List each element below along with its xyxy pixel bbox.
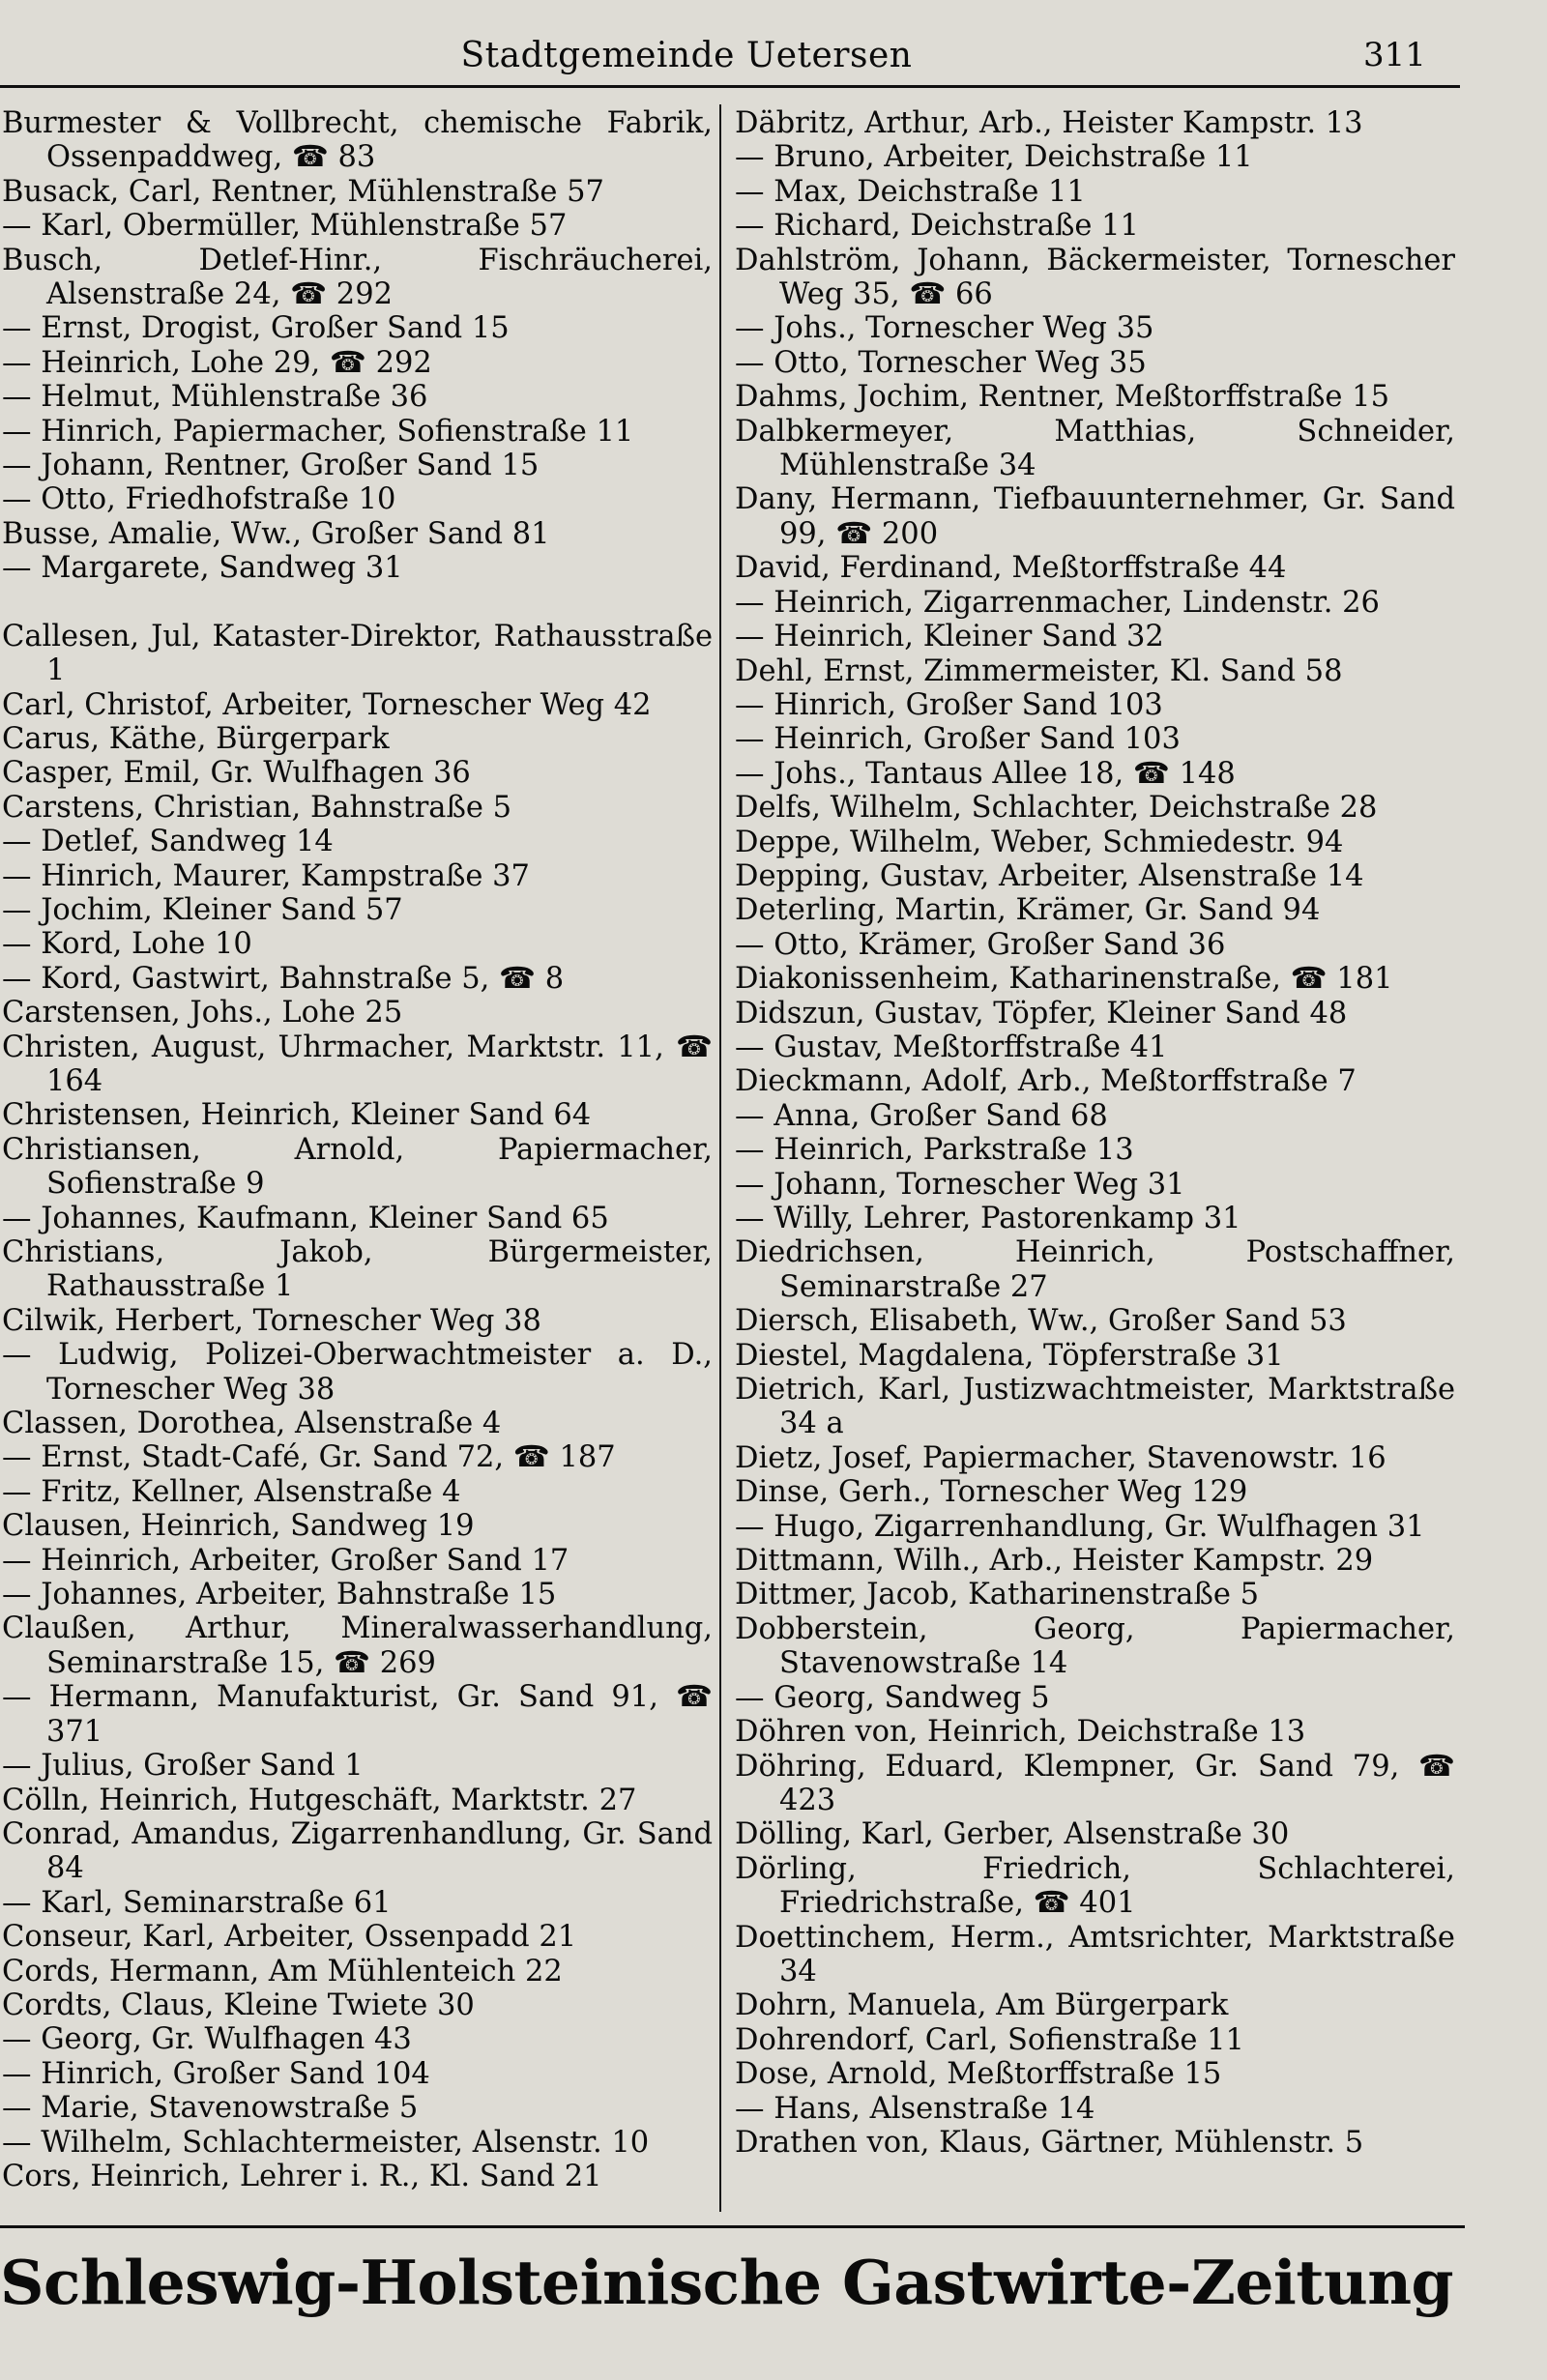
directory-entry: — Otto, Friedhofstraße 10 bbox=[2, 482, 396, 517]
directory-entry: — Johannes, Kaufmann, Kleiner Sand 65 bbox=[2, 1201, 609, 1235]
directory-entry: — Hinrich, Großer Sand 104 bbox=[2, 2056, 430, 2091]
directory-entry: — Johann, Tornescher Weg 31 bbox=[735, 1167, 1185, 1202]
directory-entry: — Julius, Großer Sand 1 bbox=[2, 1749, 364, 1784]
directory-entry: Cordts, Claus, Kleine Twiete 30 bbox=[2, 1988, 475, 2022]
directory-entry: Dalbkermeyer, Matthias, Schneider, Mühlenstraße 34 bbox=[735, 414, 1455, 483]
directory-entry: — Hinrich, Großer Sand 103 bbox=[735, 687, 1163, 722]
page-number: 311 bbox=[1363, 36, 1426, 74]
directory-entry: Dose, Arnold, Meßtorffstraße 15 bbox=[735, 2057, 1222, 2092]
directory-entry: Dobberstein, Georg, Papiermacher, Stavenowstraße 14 bbox=[735, 1611, 1455, 1681]
directory-entry: — Hinrich, Papiermacher, Sofienstraße 11 bbox=[2, 414, 634, 449]
directory-entry: — Detlef, Sandweg 14 bbox=[2, 825, 334, 859]
directory-entry: Christen, August, Uhrmacher, Marktstr. 11, ☎ 164 bbox=[2, 1030, 713, 1098]
directory-entry: Cords, Hermann, Am Mühlenteich 22 bbox=[2, 1954, 563, 1988]
directory-entry: — Heinrich, Großer Sand 103 bbox=[735, 722, 1181, 757]
directory-entry: Dinse, Gerh., Tornescher Weg 129 bbox=[735, 1475, 1248, 1510]
directory-entry: — Marie, Stavenowstraße 5 bbox=[2, 2091, 419, 2126]
directory-entry: — Johs., Tantaus Allee 18, ☎ 148 bbox=[735, 756, 1236, 791]
directory-entry: — Bruno, Arbeiter, Deichstraße 11 bbox=[735, 140, 1253, 175]
directory-entry: — Otto, Krämer, Großer Sand 36 bbox=[735, 927, 1226, 962]
directory-entry: — Ernst, Drogist, Großer Sand 15 bbox=[2, 311, 510, 346]
directory-entry: Diakonissenheim, Katharinenstraße, ☎ 181 bbox=[735, 962, 1393, 997]
directory-entry: Diersch, Elisabeth, Ww., Großer Sand 53 bbox=[735, 1304, 1347, 1339]
directory-entry: Cölln, Heinrich, Hutgeschäft, Marktstr. 27 bbox=[2, 1783, 637, 1817]
directory-entry: Busack, Carl, Rentner, Mühlenstraße 57 bbox=[2, 174, 604, 209]
directory-entry: Carstensen, Johs., Lohe 25 bbox=[2, 996, 403, 1030]
directory-entry: Claußen, Arthur, Mineralwasserhandlung, Seminarstraße 15, ☎ 269 bbox=[2, 1611, 713, 1680]
directory-entry: Depping, Gustav, Arbeiter, Alsenstraße 14 bbox=[735, 858, 1364, 893]
directory-entry: — Hinrich, Maurer, Kampstraße 37 bbox=[2, 858, 530, 893]
directory-entry: — Heinrich, Parkstraße 13 bbox=[735, 1133, 1134, 1168]
directory-entry: Christians, Jakob, Bürgermeister, Rathausstraße 1 bbox=[2, 1235, 713, 1304]
directory-entry: Dietz, Josef, Papiermacher, Stavenowstr. 16 bbox=[735, 1440, 1386, 1475]
directory-entry: Casper, Emil, Gr. Wulfhagen 36 bbox=[2, 756, 471, 791]
directory-entry: Dittmer, Jacob, Katharinenstraße 5 bbox=[735, 1578, 1260, 1612]
directory-entry: Döhren von, Heinrich, Deichstraße 13 bbox=[735, 1715, 1306, 1750]
directory-entry: Deterling, Martin, Krämer, Gr. Sand 94 bbox=[735, 893, 1321, 928]
directory-entry: Dölling, Karl, Gerber, Alsenstraße 30 bbox=[735, 1817, 1290, 1852]
directory-entry: — Fritz, Kellner, Alsenstraße 4 bbox=[2, 1474, 461, 1509]
directory-entry: — Richard, Deichstraße 11 bbox=[735, 209, 1139, 244]
directory-entry: — Helmut, Mühlenstraße 36 bbox=[2, 380, 428, 415]
directory-entry: Burmester & Vollbrecht, chemische Fabrik, Ossenpaddweg, ☎ 83 bbox=[2, 106, 713, 175]
directory-entry: Delfs, Wilhelm, Schlachter, Deichstraße 28 bbox=[735, 791, 1378, 826]
directory-entry: — Johs., Tornescher Weg 35 bbox=[735, 311, 1154, 346]
directory-entry: — Johann, Rentner, Großer Sand 15 bbox=[2, 449, 540, 483]
directory-entry: — Hugo, Zigarrenhandlung, Gr. Wulfhagen 31 bbox=[735, 1509, 1425, 1544]
directory-entry: Cors, Heinrich, Lehrer i. R., Kl. Sand 21 bbox=[2, 2159, 602, 2193]
directory-entry: — Hermann, Manufakturist, Gr. Sand 91, ☎ 371 bbox=[2, 1680, 713, 1749]
directory-entry: — Wilhelm, Schlachtermeister, Alsenstr. 10 bbox=[2, 2125, 650, 2160]
directory-entry: Dehl, Ernst, Zimmermeister, Kl. Sand 58 bbox=[735, 653, 1343, 688]
directory-entry: — Max, Deichstraße 11 bbox=[735, 174, 1086, 209]
directory-entry: — Georg, Sandweg 5 bbox=[735, 1680, 1050, 1715]
directory-entry: Dahlström, Johann, Bäckermeister, Tornescher Weg 35, ☎ 66 bbox=[735, 243, 1455, 312]
directory-entry: Conrad, Amandus, Zigarrenhandlung, Gr. Sand 84 bbox=[2, 1816, 713, 1886]
directory-entry: Didszun, Gustav, Töpfer, Kleiner Sand 48 bbox=[735, 996, 1348, 1030]
directory-entry: — Jochim, Kleiner Sand 57 bbox=[2, 892, 403, 927]
directory-entry: Dohrn, Manuela, Am Bürgerpark bbox=[735, 1988, 1229, 2023]
directory-entry: — Georg, Gr. Wulfhagen 43 bbox=[2, 2022, 412, 2057]
page-header-title: Stadtgemeinde Uetersen bbox=[460, 36, 913, 75]
directory-entry: Christensen, Heinrich, Kleiner Sand 64 bbox=[2, 1098, 592, 1133]
directory-entry: Dahms, Jochim, Rentner, Meßtorffstraße 15 bbox=[735, 380, 1389, 415]
directory-entry: — Willy, Lehrer, Pastorenkamp 31 bbox=[735, 1202, 1241, 1235]
directory-entry: — Gustav, Meßtorffstraße 41 bbox=[735, 1030, 1168, 1064]
directory-entry: — Johannes, Arbeiter, Bahnstraße 15 bbox=[2, 1578, 557, 1612]
directory-entry: — Ludwig, Polizei-Oberwachtmeister a. D., Tornescher Weg 38 bbox=[2, 1338, 713, 1407]
directory-entry: — Hans, Alsenstraße 14 bbox=[735, 2091, 1095, 2126]
directory-entry: Callesen, Jul, Kataster-Direktor, Rathausstraße 1 bbox=[2, 619, 713, 688]
directory-entry: David, Ferdinand, Meßtorffstraße 44 bbox=[735, 551, 1287, 586]
directory-entry: Classen, Dorothea, Alsenstraße 4 bbox=[2, 1407, 502, 1441]
directory-entry: Busch, Detlef-Hinr., Fischräucherei, Alsenstraße 24, ☎ 292 bbox=[2, 243, 713, 312]
directory-entry: Dörling, Friedrich, Schlachterei, Friedrichstraße, ☎ 401 bbox=[735, 1851, 1455, 1921]
directory-entry: Däbritz, Arthur, Arb., Heister Kampstr. 13 bbox=[735, 106, 1363, 140]
directory-entry: — Heinrich, Kleiner Sand 32 bbox=[735, 620, 1164, 654]
directory-entry: Dany, Hermann, Tiefbauunternehmer, Gr. Sand 99, ☎ 200 bbox=[735, 482, 1455, 551]
directory-entry: Dietrich, Karl, Justizwachtmeister, Marktstraße 34 a bbox=[735, 1373, 1455, 1441]
directory-entry: Drathen von, Klaus, Gärtner, Mühlenstr. 5 bbox=[735, 2125, 1364, 2160]
directory-entry: Deppe, Wilhelm, Weber, Schmiedestr. 94 bbox=[735, 825, 1344, 859]
directory-entry: Diestel, Magdalena, Töpferstraße 31 bbox=[735, 1338, 1284, 1373]
directory-entry: Diedrichsen, Heinrich, Postschaffner, Seminarstraße 27 bbox=[735, 1235, 1455, 1304]
footer-rule bbox=[0, 2225, 1465, 2228]
directory-entry: — Margarete, Sandweg 31 bbox=[2, 551, 403, 586]
directory-entry: Carstens, Christian, Bahnstraße 5 bbox=[2, 790, 512, 825]
directory-entry: — Kord, Gastwirt, Bahnstraße 5, ☎ 8 bbox=[2, 961, 565, 996]
directory-entry: Dittmann, Wilh., Arb., Heister Kampstr. 29 bbox=[735, 1544, 1374, 1579]
directory-entry: — Heinrich, Lohe 29, ☎ 292 bbox=[2, 345, 432, 380]
column-divider bbox=[719, 104, 721, 2212]
directory-entry: Clausen, Heinrich, Sandweg 19 bbox=[2, 1509, 475, 1544]
directory-entry: Carl, Christof, Arbeiter, Tornescher Weg 42 bbox=[2, 687, 652, 722]
directory-entry: Dohrendorf, Carl, Sofienstraße 11 bbox=[735, 2022, 1244, 2057]
directory-entry: Carus, Käthe, Bürgerpark bbox=[2, 721, 390, 756]
right-column bbox=[735, 106, 1455, 2160]
directory-entry: Dieckmann, Adolf, Arb., Meßtorffstraße 7 bbox=[735, 1064, 1357, 1099]
directory-entry: — Heinrich, Zigarrenmacher, Lindenstr. 26 bbox=[735, 585, 1380, 620]
header-rule bbox=[0, 85, 1460, 88]
directory-entry: — Kord, Lohe 10 bbox=[2, 927, 252, 962]
directory-entry: — Karl, Seminarstraße 61 bbox=[2, 1885, 392, 1920]
directory-entry: Doettinchem, Herm., Amtsrichter, Marktstraße 34 bbox=[735, 1920, 1455, 1988]
directory-entry: — Anna, Großer Sand 68 bbox=[735, 1098, 1108, 1133]
directory-entry: Conseur, Karl, Arbeiter, Ossenpadd 21 bbox=[2, 1920, 577, 1955]
directory-entry: — Heinrich, Arbeiter, Großer Sand 17 bbox=[2, 1543, 569, 1578]
left-column bbox=[2, 106, 713, 2193]
footer-advertisement-banner: Schleswig-Holsteinische Gastwirte-Zeitung bbox=[0, 2247, 1454, 2318]
directory-entry: — Otto, Tornescher Weg 35 bbox=[735, 345, 1147, 380]
directory-entry: Busse, Amalie, Ww., Großer Sand 81 bbox=[2, 516, 550, 551]
directory-entry: — Ernst, Stadt-Café, Gr. Sand 72, ☎ 187 bbox=[2, 1440, 616, 1475]
directory-entry: Cilwik, Herbert, Tornescher Weg 38 bbox=[2, 1303, 541, 1338]
directory-entry: Döhring, Eduard, Klempner, Gr. Sand 79, ☎ 423 bbox=[735, 1749, 1455, 1817]
directory-entry: Christiansen, Arnold, Papiermacher, Sofienstraße 9 bbox=[2, 1132, 713, 1202]
directory-entry: — Karl, Obermüller, Mühlenstraße 57 bbox=[2, 209, 568, 244]
